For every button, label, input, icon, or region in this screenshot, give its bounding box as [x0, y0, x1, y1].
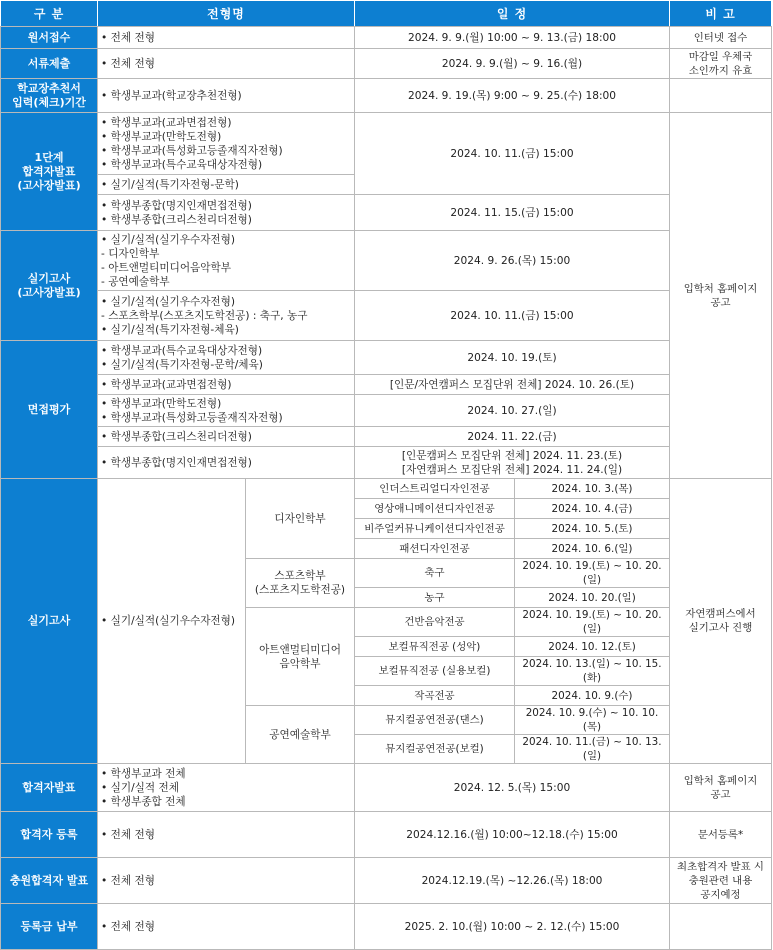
dept-sports: 스포츠학부 (스포츠지도학전공) [246, 559, 355, 608]
row-first-stage-a [1, 113, 772, 175]
row-application [1, 27, 772, 49]
type-waitlist: • 전체 전형 [101, 874, 351, 888]
major-date: 2024. 10. 3.(목) [515, 479, 670, 499]
note-application: 인터넷 접수 [670, 27, 772, 49]
major-date: 2024. 10. 9.(수) ~ 10. 10.(목) [515, 706, 670, 735]
major-date: 2024. 10. 19.(토) ~ 10. 20.(일) [515, 559, 670, 588]
type-practical-notice-group1: • 실기/실적(실기우수자전형) - 디자인학부 - 아트앤멀티미디어음악학부 - 공연예술학부 [98, 231, 355, 291]
header-note: 비 고 [670, 1, 772, 27]
note-homepage-notice: 입학처 홈페이지 공고 [670, 113, 772, 479]
major-name: 건반음악전공 [355, 608, 515, 637]
schedule-interview-3: 2024. 10. 27.(일) [355, 395, 670, 427]
category-school-rec: 학교장추천서 입력(체크)기간 [1, 79, 98, 113]
schedule-application: 2024. 9. 9.(월) 10:00 ~ 9. 13.(금) 18:00 [355, 27, 670, 49]
type-interview-5: • 학생부종합(명지인재면접전형) [101, 456, 351, 470]
major-date: 2024. 10. 6.(일) [515, 539, 670, 559]
major-date: 2024. 10. 9.(수) [515, 686, 670, 706]
category-practical-exam: 실기고사 [1, 479, 98, 764]
schedule-waitlist: 2024.12.19.(목) ~12.26.(목) 18:00 [355, 858, 670, 904]
major-name: 인더스트리얼디자인전공 [355, 479, 515, 499]
major-name: 보컬뮤직전공 (성악) [355, 637, 515, 657]
category-documents: 서류제출 [1, 49, 98, 79]
row-documents [1, 49, 772, 79]
schedule-interview-4: 2024. 11. 22.(금) [355, 427, 670, 447]
header-category: 구 분 [1, 1, 98, 27]
major-date: 2024. 10. 5.(토) [515, 519, 670, 539]
type-first-stage-group1: • 학생부교과(교과면접전형) • 학생부교과(만학도전형) • 학생부교과(특성화고등졸재직자전형) • 학생부교과(특수교육대상자전형) [98, 113, 355, 175]
schedule-school-rec: 2024. 9. 19.(목) 9:00 ~ 9. 25.(수) 18:00 [355, 79, 670, 113]
major-name: 축구 [355, 559, 515, 588]
schedule-practical-notice-group2: 2024. 10. 11.(금) 15:00 [355, 291, 670, 341]
row-practical-notice-a [1, 231, 772, 291]
row-interview-4 [1, 427, 772, 447]
type-first-stage-extra: • 실기/실적(특기자전형-문학) [101, 178, 351, 192]
row-waitlist [1, 858, 772, 904]
major-date: 2024. 10. 20.(일) [515, 588, 670, 608]
row-practical-notice-b [1, 291, 772, 341]
major-date: 2024. 10. 19.(토) ~ 10. 20.(일) [515, 608, 670, 637]
row-interview-3 [1, 395, 772, 427]
major-name: 농구 [355, 588, 515, 608]
type-tuition: • 전체 전형 [101, 920, 351, 934]
schedule-registration: 2024.12.16.(월) 10:00~12.18.(수) 15:00 [355, 812, 670, 858]
row-school-rec [1, 79, 772, 113]
type-interview-2: • 학생부교과(교과면접전형) [101, 378, 351, 392]
row-registration [1, 812, 772, 858]
header-type: 전형명 [98, 1, 355, 27]
type-practical-notice-group2: • 실기/실적(실기우수자전형) - 스포츠학부(스포츠지도학전공) : 축구, 농구 • 실기/실적(특기자전형-체육) [98, 291, 355, 341]
header-row [1, 1, 772, 27]
category-tuition: 등록금 납부 [1, 904, 98, 950]
major-date: 2024. 10. 12.(토) [515, 637, 670, 657]
schedule-interview-5: [인문캠퍼스 모집단위 전체] 2024. 11. 23.(토) [자연캠퍼스 모집단위 전체] 2024. 11. 24.(일) [355, 447, 670, 479]
schedule-practical-notice-group1: 2024. 9. 26.(목) 15:00 [355, 231, 670, 291]
schedule-final-result: 2024. 12. 5.(목) 15:00 [355, 764, 670, 812]
type-final-result: • 학생부교과 전체 • 실기/실적 전체 • 학생부종합 전체 [98, 764, 355, 812]
row-final-result [1, 764, 772, 812]
note-practical-exam: 자연캠퍼스에서 실기고사 진행 [670, 479, 772, 764]
dept-music: 아트앤멀티미디어 음악학부 [246, 608, 355, 706]
type-practical-exam: • 실기/실적(실기우수자전형) [101, 614, 242, 628]
category-application: 원서접수 [1, 27, 98, 49]
type-documents: • 전체 전형 [101, 57, 351, 71]
category-final-result: 합격자발표 [1, 764, 98, 812]
major-name: 작곡전공 [355, 686, 515, 706]
admission-schedule-table-lower [0, 478, 772, 950]
major-name: 영상애니메이션디자인전공 [355, 499, 515, 519]
schedule-interview-1: 2024. 10. 19.(토) [355, 341, 670, 375]
type-interview-3: • 학생부교과(만학도전형) • 학생부교과(특성화고등졸재직자전형) [98, 395, 355, 427]
category-first-stage: 1단계 합격자발표 (고사장발표) [1, 113, 98, 231]
type-interview-1: • 학생부교과(특수교육대상자전형) • 실기/실적(특기자전형-문학/체육) [98, 341, 355, 375]
category-registration: 합격자 등록 [1, 812, 98, 858]
category-waitlist: 충원합격자 발표 [1, 858, 98, 904]
note-tuition [670, 904, 772, 950]
header-schedule: 일 정 [355, 1, 670, 27]
major-date: 2024. 10. 4.(금) [515, 499, 670, 519]
row-interview-5 [1, 447, 772, 479]
schedule-first-stage-group2: 2024. 11. 15.(금) 15:00 [355, 195, 670, 231]
schedule-interview-2: [인문/자연캠퍼스 모집단위 전체] 2024. 10. 26.(토) [355, 375, 670, 395]
type-application: • 전체 전형 [101, 31, 351, 45]
major-date: 2024. 10. 11.(금) ~ 10. 13.(일) [515, 735, 670, 764]
type-interview-4: • 학생부종합(크리스천리더전형) [101, 430, 351, 444]
major-name: 비주얼커뮤니케이션디자인전공 [355, 519, 515, 539]
category-practical-notice: 실기고사 (고사장발표) [1, 231, 98, 341]
major-name: 뮤지컬공연전공(댄스) [355, 706, 515, 735]
note-documents: 마감일 우체국 소인까지 유효 [670, 49, 772, 79]
row-interview-2 [1, 375, 772, 395]
type-first-stage-group2: • 학생부종합(명지인재면접전형) • 학생부종합(크리스천리더전형) [98, 195, 355, 231]
dept-perform: 공연예술학부 [246, 706, 355, 764]
major-name: 뮤지컬공연전공(보컬) [355, 735, 515, 764]
major-date: 2024. 10. 13.(일) ~ 10. 15.(화) [515, 657, 670, 686]
type-registration: • 전체 전형 [101, 828, 351, 842]
note-waitlist: 최초합격자 발표 시 충원관련 내용 공지예정 [670, 858, 772, 904]
schedule-documents: 2024. 9. 9.(월) ~ 9. 16.(월) [355, 49, 670, 79]
row-interview-1 [1, 341, 772, 375]
note-school-rec [670, 79, 772, 113]
row-first-stage-c [1, 195, 772, 231]
note-registration: 문서등록* [670, 812, 772, 858]
note-final-result: 입학처 홈페이지 공고 [670, 764, 772, 812]
schedule-first-stage-group1: 2024. 10. 11.(금) 15:00 [355, 113, 670, 195]
row-practical-design-1 [1, 479, 772, 499]
row-tuition [1, 904, 772, 950]
major-name: 보컬뮤직전공 (실용보컬) [355, 657, 515, 686]
dept-design: 디자인학부 [246, 479, 355, 559]
category-interview: 면접평가 [1, 341, 98, 479]
major-name: 패션디자인전공 [355, 539, 515, 559]
schedule-tuition: 2025. 2. 10.(월) 10:00 ~ 2. 12.(수) 15:00 [355, 904, 670, 950]
type-school-rec: • 학생부교과(학교장추천전형) [101, 89, 351, 103]
